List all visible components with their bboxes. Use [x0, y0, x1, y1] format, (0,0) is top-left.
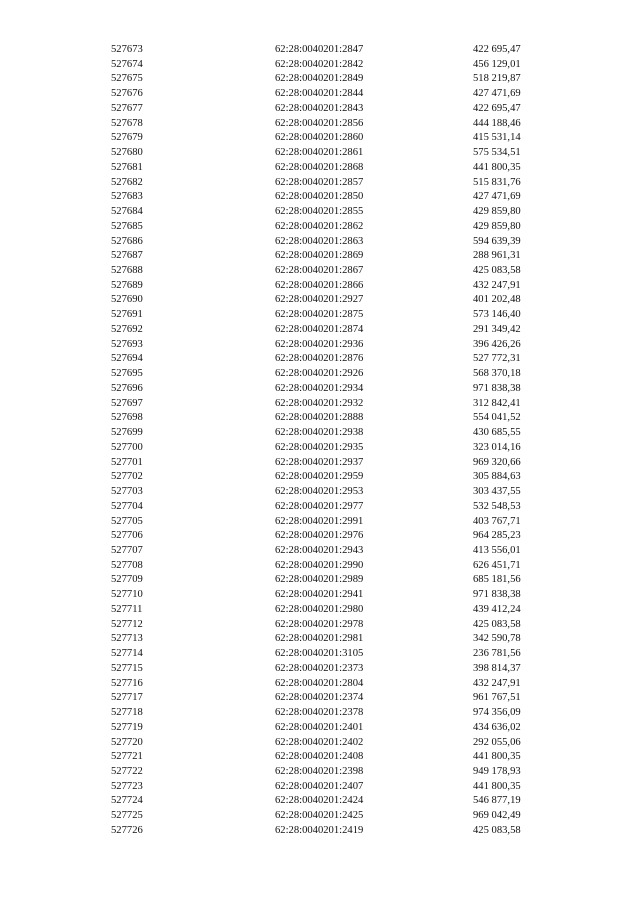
cadastral-value: 430 685,55: [473, 427, 521, 439]
cadastral-value: 434 636,02: [473, 721, 521, 733]
cadastral-value: 949 178,93: [473, 765, 521, 777]
cadastral-number: 62:28:0040201:2867: [275, 265, 364, 277]
cadastral-number: 62:28:0040201:2842: [275, 58, 364, 70]
cadastral-number: 62:28:0040201:2990: [275, 559, 364, 571]
table-row: [0, 279, 640, 294]
cadastral-value: 439 412,24: [473, 603, 521, 615]
cadastral-value: 964 285,23: [473, 530, 521, 542]
table-row: [0, 750, 640, 765]
table-row: [0, 441, 640, 456]
table-row: [0, 736, 640, 751]
row-number: 527696: [111, 382, 143, 394]
row-number: 527715: [111, 662, 143, 674]
cadastral-number: 62:28:0040201:2856: [275, 117, 364, 129]
table-row: [0, 780, 640, 795]
cadastral-value: 425 083,58: [473, 618, 521, 630]
row-number: 527680: [111, 147, 143, 159]
row-number: 527701: [111, 456, 143, 468]
row-number: 527718: [111, 707, 143, 719]
cadastral-number: 62:28:0040201:2857: [275, 176, 364, 188]
cadastral-value: 425 083,58: [473, 265, 521, 277]
table-row: [0, 824, 640, 839]
cadastral-value: 422 695,47: [473, 44, 521, 55]
row-number: 527690: [111, 294, 143, 306]
cadastral-number: 62:28:0040201:2863: [275, 235, 364, 247]
cadastral-number: 62:28:0040201:2804: [275, 677, 364, 689]
row-number: 527684: [111, 206, 143, 218]
cadastral-value: 969 320,66: [473, 456, 521, 468]
row-number: 527706: [111, 530, 143, 542]
cadastral-number: 62:28:0040201:2938: [275, 427, 364, 439]
row-number: 527705: [111, 515, 143, 527]
row-number: 527702: [111, 471, 143, 483]
cadastral-value: 971 838,38: [473, 382, 521, 394]
cadastral-value: 441 800,35: [473, 751, 521, 763]
table-row: [0, 397, 640, 412]
cadastral-value: 422 695,47: [473, 102, 521, 114]
table-row: [0, 618, 640, 633]
table-row: [0, 58, 640, 73]
cadastral-value: 573 146,40: [473, 309, 521, 321]
cadastral-value: 971 838,38: [473, 589, 521, 601]
table-row: [0, 249, 640, 264]
cadastral-value: 429 859,80: [473, 206, 521, 218]
row-number: 527692: [111, 323, 143, 335]
row-number: 527716: [111, 677, 143, 689]
table-row: [0, 161, 640, 176]
table-row: [0, 72, 640, 87]
row-number: 527710: [111, 589, 143, 601]
cadastral-value: 546 877,19: [473, 795, 521, 807]
row-number: 527679: [111, 132, 143, 144]
table-row: [0, 529, 640, 544]
cadastral-number: 62:28:0040201:2843: [275, 102, 364, 114]
table-row: [0, 264, 640, 279]
cadastral-value: 342 590,78: [473, 633, 521, 645]
cadastral-value: 312 842,41: [473, 397, 521, 409]
row-number: 527723: [111, 780, 143, 792]
cadastral-number: 62:28:0040201:2953: [275, 486, 364, 498]
cadastral-number: 62:28:0040201:2855: [275, 206, 364, 218]
cadastral-value: 403 767,71: [473, 515, 521, 527]
cadastral-value: 527 772,31: [473, 353, 521, 365]
row-number: 527681: [111, 161, 143, 173]
cadastral-number: 62:28:0040201:2888: [275, 412, 364, 424]
cadastral-value: 427 471,69: [473, 191, 521, 203]
table-row: [0, 559, 640, 574]
cadastral-value: 626 451,71: [473, 559, 521, 571]
row-number: 527699: [111, 427, 143, 439]
cadastral-number: 62:28:0040201:2934: [275, 382, 364, 394]
cadastral-value: 413 556,01: [473, 544, 521, 556]
cadastral-number: 62:28:0040201:2374: [275, 692, 364, 704]
table-row: [0, 603, 640, 618]
row-number: 527717: [111, 692, 143, 704]
row-number: 527689: [111, 279, 143, 291]
table-row: [0, 677, 640, 692]
table-row: [0, 411, 640, 426]
row-number: 527721: [111, 751, 143, 763]
cadastral-value: 441 800,35: [473, 161, 521, 173]
row-number: 527674: [111, 58, 143, 70]
cadastral-value: 532 548,53: [473, 500, 521, 512]
cadastral-value: 685 181,56: [473, 574, 521, 586]
table-row: [0, 470, 640, 485]
cadastral-value: 396 426,26: [473, 338, 521, 350]
cadastral-number: 62:28:0040201:2847: [275, 44, 364, 55]
row-number: 527703: [111, 486, 143, 498]
table-row: [0, 308, 640, 323]
table-row: [0, 205, 640, 220]
table-row: [0, 338, 640, 353]
table-row: [0, 146, 640, 161]
table-row: [0, 367, 640, 382]
cadastral-value: 575 534,51: [473, 147, 521, 159]
cadastral-number: 62:28:0040201:2927: [275, 294, 364, 306]
cadastral-number: 62:28:0040201:3105: [275, 648, 364, 660]
row-number: 527675: [111, 73, 143, 85]
cadastral-value: 961 767,51: [473, 692, 521, 704]
cadastral-number: 62:28:0040201:2861: [275, 147, 364, 159]
cadastral-value: 969 042,49: [473, 810, 521, 822]
cadastral-value: 427 471,69: [473, 88, 521, 100]
cadastral-value: 303 437,55: [473, 486, 521, 498]
cadastral-number: 62:28:0040201:2926: [275, 368, 364, 380]
cadastral-number: 62:28:0040201:2401: [275, 721, 364, 733]
table-row: [0, 190, 640, 205]
cadastral-number: 62:28:0040201:2932: [275, 397, 364, 409]
cadastral-number: 62:28:0040201:2866: [275, 279, 364, 291]
row-number: 527700: [111, 441, 143, 453]
cadastral-number: 62:28:0040201:2989: [275, 574, 364, 586]
cadastral-number: 62:28:0040201:2978: [275, 618, 364, 630]
table-row: [0, 485, 640, 500]
cadastral-value: 515 831,76: [473, 176, 521, 188]
table-row: [0, 588, 640, 603]
cadastral-number: 62:28:0040201:2373: [275, 662, 364, 674]
cadastral-value: 554 041,52: [473, 412, 521, 424]
cadastral-number: 62:28:0040201:2850: [275, 191, 364, 203]
cadastral-value: 432 247,91: [473, 677, 521, 689]
table-row: [0, 382, 640, 397]
table-row: [0, 544, 640, 559]
row-number: 527691: [111, 309, 143, 321]
row-number: 527714: [111, 648, 143, 660]
cadastral-number: 62:28:0040201:2844: [275, 88, 364, 100]
cadastral-number: 62:28:0040201:2868: [275, 161, 364, 173]
table-row: [0, 87, 640, 102]
table-row: [0, 293, 640, 308]
cadastral-number: 62:28:0040201:2398: [275, 765, 364, 777]
cadastral-number: 62:28:0040201:2976: [275, 530, 364, 542]
table-row: [0, 706, 640, 721]
table-row: [0, 721, 640, 736]
cadastral-value: 323 014,16: [473, 441, 521, 453]
row-number: 527720: [111, 736, 143, 748]
table-row: [0, 426, 640, 441]
cadastral-value: 288 961,31: [473, 250, 521, 262]
table-row: [0, 352, 640, 367]
cadastral-value: 444 188,46: [473, 117, 521, 129]
table-row: [0, 176, 640, 191]
cadastral-number: 62:28:0040201:2977: [275, 500, 364, 512]
row-number: 527719: [111, 721, 143, 733]
cadastral-number: 62:28:0040201:2937: [275, 456, 364, 468]
row-number: 527724: [111, 795, 143, 807]
cadastral-value: 292 055,06: [473, 736, 521, 748]
cadastral-value: 518 219,87: [473, 73, 521, 85]
row-number: 527722: [111, 765, 143, 777]
table-row: [0, 691, 640, 706]
row-number: 527697: [111, 397, 143, 409]
row-number: 527694: [111, 353, 143, 365]
cadastral-number: 62:28:0040201:2402: [275, 736, 364, 748]
row-number: 527712: [111, 618, 143, 630]
cadastral-value: 432 247,91: [473, 279, 521, 291]
table-row: [0, 220, 640, 235]
cadastral-value: 425 083,58: [473, 824, 521, 836]
table-row: [0, 809, 640, 824]
cadastral-number: 62:28:0040201:2407: [275, 780, 364, 792]
table-row: [0, 456, 640, 471]
cadastral-number: 62:28:0040201:2408: [275, 751, 364, 763]
row-number: 527687: [111, 250, 143, 262]
cadastral-value: 415 531,14: [473, 132, 521, 144]
row-number: 527685: [111, 220, 143, 232]
cadastral-number: 62:28:0040201:2869: [275, 250, 364, 262]
table-row: [0, 102, 640, 117]
row-number: 527678: [111, 117, 143, 129]
cadastral-number: 62:28:0040201:2874: [275, 323, 364, 335]
row-number: 527688: [111, 265, 143, 277]
table-row: [0, 500, 640, 515]
cadastral-number: 62:28:0040201:2941: [275, 589, 364, 601]
cadastral-value: 594 639,39: [473, 235, 521, 247]
row-number: 527704: [111, 500, 143, 512]
row-number: 527709: [111, 574, 143, 586]
row-number: 527686: [111, 235, 143, 247]
row-number: 527683: [111, 191, 143, 203]
table-row: [0, 117, 640, 132]
table-row: [0, 323, 640, 338]
row-number: 527682: [111, 176, 143, 188]
table-row: [0, 573, 640, 588]
row-number: 527673: [111, 44, 143, 55]
table-row: [0, 662, 640, 677]
cadastral-number: 62:28:0040201:2875: [275, 309, 364, 321]
cadastral-value: 568 370,18: [473, 368, 521, 380]
cadastral-number: 62:28:0040201:2862: [275, 220, 364, 232]
cadastral-number: 62:28:0040201:2959: [275, 471, 364, 483]
row-number: 527707: [111, 544, 143, 556]
row-number: 527725: [111, 810, 143, 822]
table-row: [0, 647, 640, 662]
cadastral-number: 62:28:0040201:2860: [275, 132, 364, 144]
data-table: [0, 43, 640, 839]
cadastral-number: 62:28:0040201:2378: [275, 707, 364, 719]
row-number: 527713: [111, 633, 143, 645]
cadastral-value: 429 859,80: [473, 220, 521, 232]
cadastral-value: 291 349,42: [473, 323, 521, 335]
cadastral-value: 305 884,63: [473, 471, 521, 483]
row-number: 527677: [111, 102, 143, 114]
table-row: [0, 632, 640, 647]
cadastral-value: 398 814,37: [473, 662, 521, 674]
cadastral-value: 441 800,35: [473, 780, 521, 792]
cadastral-number: 62:28:0040201:2935: [275, 441, 364, 453]
cadastral-number: 62:28:0040201:2876: [275, 353, 364, 365]
row-number: 527698: [111, 412, 143, 424]
cadastral-number: 62:28:0040201:2981: [275, 633, 364, 645]
cadastral-value: 456 129,01: [473, 58, 521, 70]
cadastral-number: 62:28:0040201:2425: [275, 810, 364, 822]
row-number: 527695: [111, 368, 143, 380]
cadastral-number: 62:28:0040201:2849: [275, 73, 364, 85]
cadastral-number: 62:28:0040201:2991: [275, 515, 364, 527]
cadastral-number: 62:28:0040201:2980: [275, 603, 364, 615]
table-row: [0, 43, 640, 58]
cadastral-value: 236 781,56: [473, 648, 521, 660]
cadastral-number: 62:28:0040201:2419: [275, 824, 364, 836]
row-number: 527708: [111, 559, 143, 571]
cadastral-number: 62:28:0040201:2936: [275, 338, 364, 350]
table-row: [0, 131, 640, 146]
row-number: 527711: [111, 603, 143, 615]
table-row: [0, 235, 640, 250]
table-row: [0, 765, 640, 780]
cadastral-value: 974 356,09: [473, 707, 521, 719]
cadastral-number: 62:28:0040201:2424: [275, 795, 364, 807]
cadastral-number: 62:28:0040201:2943: [275, 544, 364, 556]
row-number: 527726: [111, 824, 143, 836]
table-row: [0, 794, 640, 809]
row-number: 527676: [111, 88, 143, 100]
table-row: [0, 515, 640, 530]
row-number: 527693: [111, 338, 143, 350]
cadastral-value: 401 202,48: [473, 294, 521, 306]
